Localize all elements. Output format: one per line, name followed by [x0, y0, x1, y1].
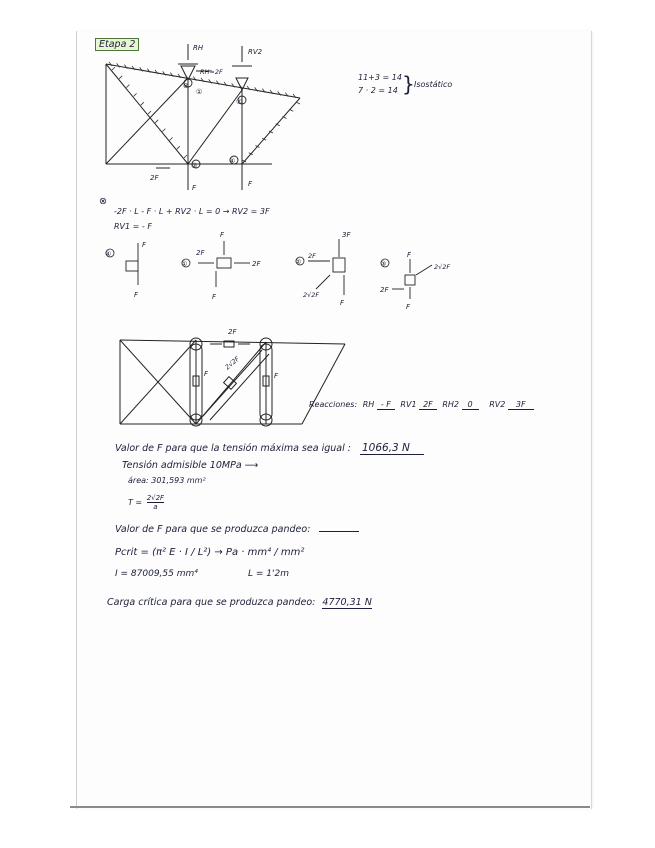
node4-label-1: F: [134, 291, 139, 299]
hatch-mark: [109, 62, 112, 66]
support-label-rh-value: RH=2F: [200, 68, 223, 76]
node2-label-2: 2√2F: [303, 291, 320, 299]
node1-label-3: F: [212, 293, 217, 301]
hatch-mark: [126, 85, 129, 88]
length-value: L = 1'2m: [248, 569, 289, 579]
reaction-rv2-label: RV2: [489, 400, 506, 409]
node1-label-0: F: [220, 231, 225, 239]
tension-area: área: 301,593 mm²: [128, 476, 206, 485]
sheet-bottom-edge: [70, 806, 590, 808]
bottom-label-diag: 2√2F: [223, 354, 242, 372]
reaction-rh-label: RH: [362, 400, 375, 409]
pcrit-formula: Pcrit = (π² E · I / L²) → Pa · mm⁴ / mm²: [115, 547, 305, 558]
load-label-f2: F: [248, 180, 253, 188]
reaction-rh-value: - F: [377, 400, 395, 410]
isostatic-label: Isostático: [414, 80, 453, 89]
hatch-mark: [124, 65, 127, 69]
reaction-rv1-value: 2F: [419, 400, 437, 410]
support-label-rh: RH: [193, 44, 204, 52]
node1-label-2: 2F: [252, 260, 261, 268]
load-label-2f: 2F: [150, 174, 159, 182]
reaction-rh2-value: 0: [462, 400, 479, 410]
stage-label-text: Etapa 2: [99, 39, 136, 50]
hatch-mark: [155, 120, 158, 123]
hatch-mark: [134, 93, 137, 96]
hatch-mark: [141, 102, 144, 105]
node-label-3: ③: [191, 162, 198, 170]
buckling-question-text: Valor de F para que se produzca pandeo:: [115, 524, 311, 535]
node-id-4: ④: [105, 250, 112, 258]
node-label-4: ④: [229, 157, 236, 165]
tau-numerator: 2√2F: [146, 494, 165, 502]
reaction-rh2-label: RH2: [442, 400, 459, 409]
node4-label-0: F: [142, 241, 147, 249]
node3-label-1: 2√2F: [434, 263, 451, 271]
hatch-mark: [170, 73, 173, 77]
node3-label-0: F: [407, 251, 412, 259]
hatch-mark: [147, 69, 150, 73]
hatch-mark: [112, 67, 115, 70]
support-label-rv2: RV2: [248, 48, 263, 56]
node2-label-0: 3F: [342, 231, 351, 239]
hatch-mark: [155, 70, 158, 74]
tension-question-text: Valor de F para que la tensión máxima sea igual :: [115, 443, 351, 454]
node3-label-2: 2F: [380, 286, 389, 294]
tension-answer: 1066,3 N: [360, 442, 424, 455]
hatch-mark: [177, 146, 180, 149]
hatch-mark: [163, 71, 166, 75]
node-diagrams: [0, 225, 655, 315]
bottom-label-f-right: F: [274, 372, 279, 380]
buckling-question: [115, 524, 359, 535]
isostatic-eq-1: 11+3 = 14: [358, 73, 402, 82]
node-id-3: ③: [380, 260, 387, 268]
node2-label-3: F: [340, 299, 345, 307]
node1-label-1: 2F: [196, 249, 205, 257]
load-label-f1: F: [192, 184, 197, 192]
node-label-2: ②: [236, 98, 243, 106]
buckling-blank: [319, 531, 359, 532]
hatch-mark: [178, 74, 181, 78]
reaction-rv2-value: 3F: [508, 400, 534, 410]
bottom-label-2f: 2F: [228, 328, 237, 336]
tension-question: [115, 442, 424, 454]
critical-load-label: Carga crítica para que se produzca pandeo:: [107, 597, 316, 608]
hatch-mark: [117, 63, 120, 67]
truss-diagram-bottom: [0, 320, 655, 430]
isostatic-brace: }: [402, 72, 415, 96]
node-id-1: ①: [181, 260, 188, 268]
hatch-mark: [184, 155, 187, 158]
reaction-rv1-label: RV1: [400, 400, 417, 409]
tension-formula: [128, 494, 164, 511]
tau-denominator: a: [153, 503, 158, 511]
hatch-mark: [296, 102, 300, 104]
hatch-mark: [162, 129, 165, 132]
isostatic-eq-2: 7 · 2 = 14: [358, 86, 398, 95]
rv1-equation: RV1 = - F: [114, 222, 152, 231]
node-label-1: ①: [196, 88, 203, 96]
bottom-label-f-left: F: [204, 370, 209, 378]
hatch-mark: [148, 111, 151, 114]
reactions-row: [309, 400, 534, 409]
moment-symbol: ⊗: [99, 196, 107, 207]
hatch-mark: [140, 67, 143, 71]
hatch-mark: [170, 137, 173, 140]
tension-admissible: Tensión admisible 10MPa ⟶: [122, 460, 259, 471]
reactions-label: Reacciones:: [309, 400, 358, 409]
moment-equation: -2F · L - F · L + RV2 · L = 0 → RV2 = 3F: [114, 207, 270, 216]
node-id-2: ②: [295, 258, 302, 266]
hatch-mark: [119, 76, 122, 79]
node2-label-1: 2F: [308, 252, 316, 260]
truss-diagram-top: [0, 0, 655, 200]
node-label-x: ⊗: [183, 82, 189, 90]
critical-load-row: [107, 597, 372, 608]
critical-load-value: 4770,31 N: [322, 597, 372, 608]
inertia-value: I = 87009,55 mm⁴: [115, 569, 198, 579]
tau-lhs: T =: [128, 498, 143, 507]
node3-label-3: F: [406, 303, 411, 311]
hatch-mark: [132, 66, 135, 70]
